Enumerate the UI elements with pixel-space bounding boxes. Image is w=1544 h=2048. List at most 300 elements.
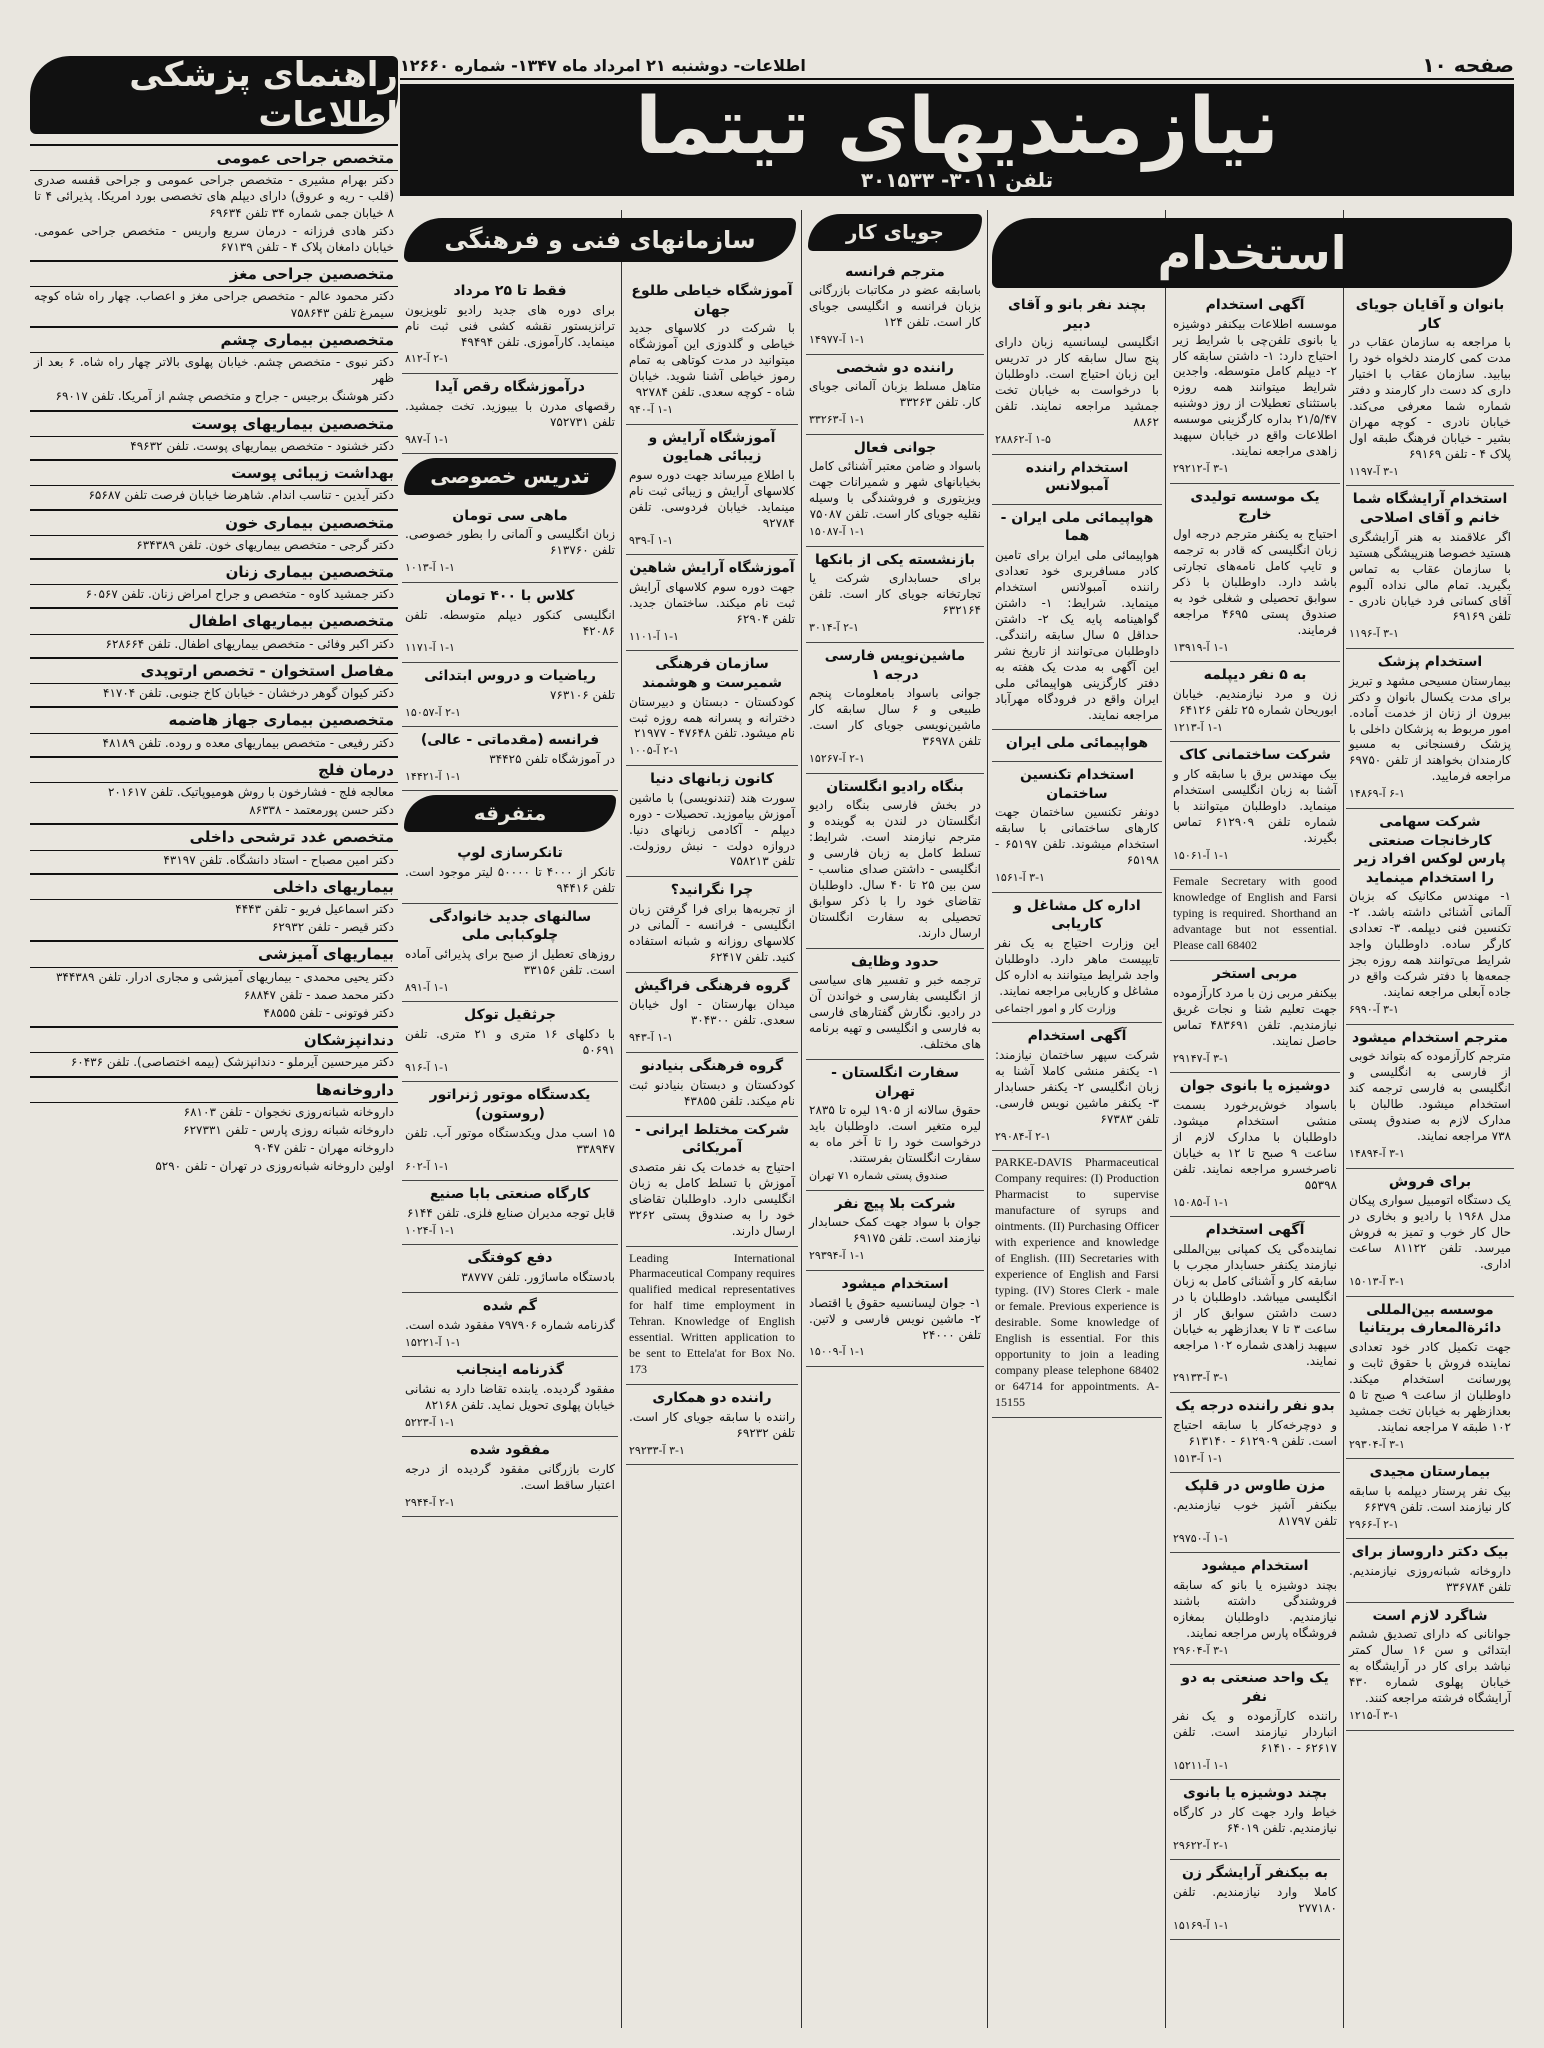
ad-title: کلاس با ۴۰۰ تومان [445, 587, 575, 604]
masthead [400, 84, 1514, 196]
ad-body: بیکنفر مربی زن با مرد کارآزموده جهت تعلیم شنا و نجات غریق نیازمندیم. تلفن ۴۸۳۶۹۱ تماس حاصل نمایند. [1173, 985, 1337, 1048]
ad-code: ۱-۱ آ-۱۳۹۱۹ [1173, 640, 1229, 654]
ad-code: ۲-۱ آ-۱۵۰۵۷ [405, 705, 461, 719]
ad-body: تانکر از ۴۰۰۰ تا ۵۰۰۰۰ لیتر موجود است. تلفن ۹۴۴۱۶ [405, 864, 616, 895]
ad-code: ۳-۱ آ-۲۹۱۳۳ [1173, 1371, 1229, 1385]
ad-code: ۱-۱ آ-۱۰۱۳ [405, 561, 455, 575]
ad-code: ۳-۱ آ-۲۹۱۴۷ [1173, 1051, 1229, 1065]
ad-body: میدان بهارستان - اول خیابان سعدی. تلفن ۳۰۴۳۰۰ [629, 997, 795, 1028]
classified-ad [1170, 1665, 1340, 1780]
ad-body: بیمارستان مسیحی مشهد و تبریز برای مدت یکسال بانوان و دکتر بیرون از زنان از خدمت آماده. امور مربوط به پزشکان داخلی با پزشک رفسنجانی به مسیو کارمندان بخواهند از تلفن ۶۹۷۵۰ مراجعه فرمایید. [1349, 673, 1511, 784]
masthead-title: نیازمندیهای تیتما [635, 82, 1279, 172]
ad-body: کودکستان - دبستان و دبیرستان دخترانه و پسرانه همه روزه ثبت نام میشود. تلفن ۴۷۶۴۸ - ۲۱۹۷۷ [629, 694, 795, 741]
ad-title: هواپیمائی ملی ایران [1005, 735, 1149, 752]
ad-title: مزن طاوس در قلپک [1184, 1478, 1326, 1495]
ad-body: بیک مهندس برق با سابقه کار و آشنا به زبان انگلیسی استخدام مینماید. داوطلبان میتوانند با شماره تلفن ۶۱۲۹۰۹ تماس بگیرند. [1173, 767, 1337, 845]
classified-ad [402, 1082, 618, 1181]
ad-code: ۱-۱ آ-۱۵۰۸۵ [1173, 1195, 1229, 1209]
classified-ad [626, 278, 798, 425]
ad-code: ۱-۱ آ-۲۹۳۹۴ [809, 1249, 865, 1263]
ad-title: تانکرسازی لوپ [457, 845, 563, 862]
ad-body: بیک نفر پرستار دیپلمه با سابقه کار نیازمند است. تلفن ۶۶۳۷۹ [1349, 1483, 1511, 1514]
medical-listing: دکتر کیوان گوهر درخشان - خیابان کاخ جنوبی. تلفن ۴۱۷۰۴ [103, 686, 394, 701]
ad-code: ۱-۱ آ-۱۲۱۳ [1173, 720, 1223, 734]
classified-ad [1346, 292, 1514, 486]
ad-title: شرکت بلا پیچ نفر [834, 1195, 956, 1212]
ad-title: راننده دو شخصی [836, 359, 954, 376]
ad-title: شرکت سهامی کارخانجات صنعتی پارس لوکس افراد زیر را استخدام مینماید [1354, 813, 1506, 886]
medical-category: متخصصین بیماری خون [30, 509, 398, 536]
classified-ad [402, 374, 618, 454]
ad-title: آموزشگاه خیاطی طلوع جهان [631, 283, 793, 318]
ad-code: ۱-۱ آ-۶۰۲ [405, 1159, 450, 1173]
medical-category: داروخانه‌ها [30, 1076, 398, 1103]
medical-listing: داروخانه شبانه‌روزی نخجوان - تلفن ۶۸۱۰۳ [183, 1104, 394, 1119]
ad-code: ۲-۱ آ-۲۹۰۸۴ [995, 1129, 1051, 1143]
cultural-heading: سازمانهای فنی و فرهنگی [404, 218, 796, 262]
medical-category: متخصصین بیماری چشم [30, 326, 398, 353]
ad-body: جوانی باسواد بامعلومات پنجم طبیعی و ۶ سال سابقه کار ماشین‌نویسی جویای کار است. تلفن ۳۶۹۷۸ [809, 686, 981, 749]
ad-code: ۳-۱ آ-۲۹۲۱۲ [1173, 462, 1229, 476]
ad-body: گذرنامه شماره ۷۹۷۹۰۶ مفقود شده است. [405, 1317, 615, 1332]
ad-body: دونفر تکنسین ساختمان جهت کارهای ساختمانی با سابقه استخدام میشوند. تلفن ۶۵۱۹۷ - ۶۵۱۹۸ [995, 805, 1159, 868]
job-seekers-column [806, 210, 984, 2028]
classified-ad [1170, 870, 1340, 961]
employment-column-2 [1170, 292, 1340, 2028]
classified-ad [806, 547, 984, 643]
ad-body: سورت هند (تندنویسی) با ماشین آموزش بیاموزید. تحصیلات - دوره دیپلم - آکادمی زبانهای دنیا. دروازه دولت - نبش روزولت. تلفن ۷۵۸۲۱۳ [629, 790, 795, 869]
ad-code: ۱-۱ آ-۹۴۰ [629, 402, 674, 416]
ad-code: ۱-۱ آ-۱۵۰۸۷ [809, 525, 865, 539]
classified-ad [1170, 1073, 1340, 1217]
ad-code: ۳-۱ آ-۲۹۲۳۳ [629, 1443, 685, 1457]
ad-code: ۱-۱ آ-۵۲۲۳ [405, 1415, 455, 1429]
issue-info: اطلاعات- دوشنبه ۲۱ امرداد ماه ۱۳۴۷- شماره ۱۲۶۶۰ [400, 55, 806, 75]
ad-body: انگلیسی لیسانسیه زبان دارای پنج سال سابقه کار در تدریس این زبان احتیاج است. داوطلبان با درخواست به خیابان تخت جمشید مراجعه نمایند. تلفن ۸۸۶۲ [995, 335, 1159, 429]
classified-ad [806, 355, 984, 435]
classified-ad [402, 583, 618, 663]
ad-title: کارگاه صنعتی بابا صنیع [429, 1186, 591, 1203]
ad-title: استخدام راننده آمبولانس [1025, 459, 1129, 495]
medical-category: دندانپزشکان [30, 1026, 398, 1053]
ad-title: حدود وظایف [850, 953, 939, 970]
medical-listing: دکتر یحیی محمدی - بیماریهای آمیزشی و مجاری ادرار. تلفن ۳۴۴۳۸۹ [55, 969, 394, 984]
ad-title: هواپیمائی ملی ایران - هما [1000, 509, 1154, 545]
medical-category: بیماریهای آمیزشی [30, 940, 398, 967]
column-rule [1165, 210, 1166, 2028]
ad-title: بچند دوشیزه یا بانوی [1182, 1785, 1327, 1802]
ad-body: روزهای تعطیل از صبح برای پذیرائی آماده است. تلفن ۳۳۱۵۶ [405, 946, 615, 977]
section-heading: جویای کار [808, 214, 982, 251]
ad-title: استخدام میشود [1201, 1558, 1309, 1575]
classified-ad [992, 1023, 1162, 1151]
classified-ad [626, 973, 798, 1053]
classified-ad [1170, 1217, 1340, 1393]
ad-body: با دکلهای ۱۶ متری و ۲۱ متری. تلفن ۵۰۶۹۱ [405, 1026, 615, 1057]
classified-ad [992, 762, 1162, 893]
ad-title: استخدام آرایشگاه شما خانم و آقای اصلاحی [1352, 491, 1508, 527]
medical-listing: دکتر نبوی - متخصص چشم. خیابان پهلوی بالاتر چهار راه شاه. ۶ بعد از ظهر [34, 355, 394, 386]
ad-title: مربی استخر [1212, 966, 1298, 983]
page-number: صفحه ۱۰ [1422, 53, 1514, 77]
medical-listing: دکتر اسماعیل فریو - تلفن ۴۴۴۳ [235, 902, 394, 916]
ad-title: موسسه بین‌المللی دائرة‌المعارف بریتانیا [1358, 1301, 1502, 1337]
ad-code: ۲-۱ آ-۱۵۲۶۷ [809, 752, 865, 765]
ad-title: بیک دکتر داروساز برای [1351, 1544, 1509, 1561]
classified-ad [1346, 1025, 1514, 1169]
ad-title: گم شده [482, 1297, 538, 1314]
classified-ad [402, 1002, 618, 1082]
medical-category: متخصصین بیماریهای پوست [30, 410, 398, 437]
ad-body: راننده کارآزموده و یک نفر انباردار نیازمند است. تلفن ۶۲۶۱۷ - ۶۱۴۱۰ [1173, 1708, 1337, 1755]
medical-category: بهداشت زیبائی پوست [30, 459, 398, 486]
ad-body: در بخش فارسی بنگاه رادیو انگلستان در لندن به گوینده و مترجم نیازمند است. شرایط: تسلط کامل به زبان فارسی و انگلیسی - داشتن صدای مناسب - سن بین ۲۵ تا ۴۰ سال. داوطلبان تقاضای خود را با ذکر سوابق تحصیلی به سفارت انگلستان ارسال دارند. [809, 798, 981, 940]
ad-title: جرثقیل توکل [464, 1007, 556, 1024]
ad-title: درآموزشگاه رقص آیدا [435, 379, 585, 396]
ad-title: فقط تا ۲۵ مرداد [453, 283, 567, 299]
ad-body: کاملا وارد نیازمندیم. تلفن ۲۷۷۱۸۰ [1173, 1884, 1337, 1915]
ad-title: شاگرد لازم است [1372, 1607, 1488, 1624]
ad-code: ۳-۱ آ-۱۵۶۱ [995, 871, 1045, 885]
classified-ad [806, 259, 984, 355]
section-heading: تدریس خصوصی [404, 458, 616, 495]
ad-body: با اطلاع میرساند جهت دوره سوم کلاسهای آرایش و زیبائی ثبت نام مینماید. خیابان فردوسی. تلفن ۹۲۷۸۴ [629, 467, 795, 530]
ad-body: تلفن ۷۶۳۱۰۶ [549, 687, 615, 702]
classified-ad [626, 1247, 798, 1386]
medical-listing: دکتر اکبر وفائی - متخصص بیماریهای اطفال. تلفن ۶۲۸۶۶۴ [105, 636, 394, 651]
ad-code: ۲-۱ آ-۲۹۶۶ [1349, 1517, 1399, 1531]
ad-body: باسواد و ضامن معتبر آشنائی کامل بخیابانهای شهر و شمیرانات جهت ویزیتوری و فروشندگی با وسیله نقلیه جویای کار است. تلفن ۷۵۰۸۷ [809, 459, 981, 522]
column-rule [1343, 210, 1344, 2028]
medical-listing: دکتر آیدین - تناسب اندام. شاهرضا خیابان فرصت تلفن ۶۵۶۸۷ [88, 488, 394, 503]
ad-code: ۳-۱ آ-۱۱۹۷ [1349, 464, 1399, 478]
classified-ad [402, 1357, 618, 1437]
classified-ad [1170, 742, 1340, 870]
ad-title: به ۵ نفر دیپلمه [1203, 667, 1307, 684]
ad-body: ۱- مهندس مکانیک که بزبان آلمانی آشنائی داشته باشد. ۲- تکنسین فنی دیپلمه. ۳- تعدادی کارگر ساده. داوطلبان واجد شرایط می‌توانند همه روزه بجز جمعه‌ها با دفتر شرکت واقع در جاده آبعلی مراجعه نمایند. [1349, 889, 1511, 1000]
classified-ad [1346, 649, 1514, 809]
classified-ad [992, 893, 1162, 1024]
ad-code: ۱-۱ آ-۱۴۴۲۱ [405, 769, 461, 783]
ad-body: ترجمه خبر و تفسیر های سیاسی از انگلیسی بفارسی و خواندن آن در رادیو. نگارش گفتارهای فارسی به فارسی و انگلیسی و تهیه برنامه های مختلف. [809, 973, 981, 1052]
classified-ad [1346, 1169, 1514, 1297]
medical-category: متخصص غدد ترشحی داخلی [30, 823, 398, 850]
ad-title: فرانسه (مقدماتی - عالی) [420, 732, 600, 749]
ad-body: از تجربه‌ها برای فرا گرفتن زبان انگلیسی - فرانسه - آلمانی در کلاسهای روزانه و شبانه استفاده کنید. تلفن ۶۲۴۱۷ [629, 902, 795, 964]
ad-title: به بیکنفر آرایشگر زن [1181, 1865, 1328, 1882]
medical-listing: معالجه فلج - فشارخون با روش هومیوپاتیک. تلفن ۲۰۱۶۱۷ [107, 784, 394, 799]
ad-body-english: Female Secretary with good knowledge of English and Farsi typing is required. Shorthand an advantage but not essential. Please call 68402 [1173, 874, 1337, 953]
ad-body: احتیاج به یکنفر مترجم درجه اول زبان انگلیسی که قادر به ترجمه و تایپ کامل نامه‌های تجارتی باشد دارد. داوطلبان با ذکر سوابق تحصیلی و شغلی خود به صندوق پستی ۴۶۹۵ مراجعه فرمایند. [1173, 527, 1337, 637]
ad-code: ۱-۱ آ-۱۵۰۶۱ [1173, 848, 1229, 862]
medical-guide [30, 140, 398, 2028]
ad-title: راننده دو همکاری [652, 1390, 772, 1407]
ad-title: دوشیزه یا بانوی جوان [1179, 1078, 1331, 1095]
ad-body: نماینده‌گی یک کمپانی بین‌المللی نیازمند یکنفر حسابدار مجرب با سابقه کار و آشنائی کامل به زبان انگلیسی میباشد. داوطلبان با در دست داشتن سوابق کار از ساعت ۳ تا ۷ بعدازظهر به خیابان سپهبد زاهدی شماره ۱۰۲ مراجعه نمایند. [1173, 1241, 1338, 1368]
ad-title: استخدام میشود [841, 1275, 949, 1292]
classified-ad [626, 877, 798, 972]
classified-ad [1346, 809, 1514, 1025]
ad-title: شرکت مختلط ایرانی - آمریکائی [634, 1121, 790, 1157]
ad-code: ۱-۱ آ-۱۴۹۷۷ [809, 333, 865, 347]
medical-category: متخصص جراحی عمومی [30, 144, 398, 171]
ad-code: ۱-۱ آ-۹۳۹ [629, 533, 674, 547]
classified-ad [402, 1293, 618, 1357]
medical-category: متخصصین بیماری زنان [30, 558, 398, 585]
classified-ad [626, 1117, 798, 1247]
classified-ad [992, 730, 1162, 762]
medical-category: متخصصین جراحی مغز [30, 260, 398, 287]
column-rule [987, 210, 988, 2028]
ad-title: یکدستگاه موتور ژنراتور (روستون) [429, 1087, 591, 1123]
medical-listing: دکتر جمشید کاوه - متخصص و جراح امراض زنان. تلفن ۶۰۵۶۷ [85, 587, 394, 602]
medical-listing: دکتر محمود عالم - متخصص جراحی مغز و اعصاب. چهار راه شاه کوچه سیمرغ تلفن ۷۵۸۶۴۳ [34, 289, 394, 320]
ad-title: بانوان و آقایان جویای کار [1355, 297, 1505, 332]
medical-listing: داروخانه شبانه روزی پارس - تلفن ۶۲۷۳۳۱ [183, 1123, 394, 1138]
ad-code: ۱-۱ آ-۳۳۲۶۳ [809, 413, 865, 427]
ad-title: ماشین‌نویس فارسی درجه ۱ [824, 647, 966, 683]
ad-title: سالنهای جدید خانوادگی چلوکبابی ملی [428, 908, 592, 944]
ad-title: یک موسسه تولیدی خارج [1190, 488, 1320, 524]
ad-body: با شرکت در کلاسهای جدید خیاطی و گلدوزی این آموزشگاه میتوانید در مدت کوتاهی به تمام رموز خیاطی آشنا شوید. خیابان شاه - کوچه سعدی. تلفن ۹۲۷۸۴ [629, 321, 795, 400]
classified-ad [1170, 292, 1340, 484]
ad-title: مترجم فرانسه [845, 263, 945, 280]
ad-body: متاهل مسلط بزبان آلمانی جویای کار. تلفن ۳۳۲۶۳ [809, 379, 981, 410]
ad-title: آموزشگاه آرایش شاهین [629, 560, 795, 577]
ad-title: بیمارستان مجیدی [1369, 1464, 1491, 1481]
ad-body-english: Leading International Pharmaceutical Company requires qualified medical representatives for half time employment in Tehran. Knowledge of English essential. Written application to be sent to Ettela'at for Box No. 173 [629, 1250, 795, 1377]
cultural-column-2 [402, 278, 618, 2028]
ad-title: بنگاه رادیو انگلستان [826, 778, 964, 795]
classified-ad [992, 292, 1162, 455]
medical-listing: دکتر هوشنگ برجیس - جراح و متخصص چشم از آمریکا. تلفن ۶۹۰۱۷ [55, 389, 394, 404]
medical-listing: اولین داروخانه شبانه‌روزی در تهران - تلفن ۵۲۹۰ [155, 1159, 394, 1174]
ad-title: گروه فرهنگی فراگیش [634, 977, 790, 994]
ad-code: ۳-۱ آ-۱۵۰۱۳ [1349, 1275, 1405, 1288]
ad-body: برای حسابداری شرکت یا تجارتخانه جویای کار است. تلفن ۶۳۲۱۶۴ [809, 571, 981, 618]
ad-body: اگر علاقمند به هنر آرایشگری هستید خصوصا هنرپیشگی هستید با سازمان عقاب به تماس بگیرید. تمام مالی نداده آلبوم آقای کسانی فرد خیابان نادری - تلفن ۶۹۱۶۹ [1349, 529, 1511, 624]
ad-title: بدو نفر راننده درجه یک [1175, 1398, 1335, 1415]
ad-body: ۱- جوان لیسانسیه حقوق یا اقتصاد ۲- ماشین نویس فارسی و لاتین. تلفن ۲۴۰۰۰ [809, 1295, 981, 1342]
ad-title: جوانی فعال [853, 439, 937, 456]
ad-title: بچند نفر بانو و آقای دبیر [1008, 297, 1146, 332]
ad-title: دفع کوفتگی [467, 1250, 553, 1267]
ad-body: و دوچرخه‌کار با سابقه احتیاج است. تلفن ۶۱۲۹۰۹ - ۶۱۳۱۴۰ [1173, 1417, 1337, 1448]
medical-listing: دکتر میرحسین آیرملو - دندانپزشک (بیمه اختصاصی). تلفن ۶۰۴۳۶ [70, 1055, 394, 1070]
classified-ad [806, 1060, 984, 1191]
ad-body: مفقود گردیده. یابنده تقاضا دارد به نشانی خیابان پهلوی تحویل نماید. تلفن ۸۲۱۶۸ [405, 1381, 615, 1412]
classified-ad [806, 1271, 984, 1367]
classified-ad [1170, 1860, 1340, 1940]
ad-body: جوانانی که دارای تصدیق ششم ابتدائی و سن ۱۶ سال کمتر نباشد برای کار در آرایشگاه به خیابان پهلوی شماره ۴۳۰ آرایشگاه فرشته مراجعه کنند. [1349, 1627, 1512, 1706]
classified-ad [1170, 1553, 1340, 1665]
classified-ad [626, 555, 798, 651]
ad-code: ۳-۱ آ-۱۴۸۹۴ [1349, 1147, 1405, 1160]
classified-ad [1346, 486, 1514, 649]
ad-title: بازنشسته یکی از بانکها [815, 551, 975, 568]
ad-body: این وزارت احتیاج به یک نفر تایپیست ماهر دارد. داوطلبان واجد شرایط میتوانند به اداره کل مشاغل و کاریابی مراجعه نمایند. [995, 935, 1159, 998]
classified-ad [1346, 1539, 1514, 1603]
ad-body: راننده با سابقه جویای کار است. تلفن ۶۹۲۳۲ [629, 1409, 795, 1440]
employment-column-1 [1346, 292, 1514, 2028]
classified-ad [992, 455, 1162, 505]
classified-ad [626, 1053, 798, 1117]
column-rule [621, 210, 622, 2028]
ad-body: زن و مرد نیازمندیم. خیابان ابوریحان شماره ۲۵ تلفن ۶۴۱۲۶ [1173, 686, 1337, 717]
medical-listing: دکتر امین مصباح - استاد دانشگاه. تلفن ۴۳۱۹۷ [163, 852, 394, 867]
ad-code: ۲-۱ آ-۸۱۲ [405, 352, 450, 366]
cultural-column-1 [626, 278, 798, 2028]
ad-title: سازمان فرهنگی شمیرست و هوشمند [641, 656, 783, 691]
ad-body: ۱۵ اسب مدل ویکدستگاه موتور آب. تلفن ۳۳۸۹۴۷ [405, 1125, 615, 1156]
classified-ad [1346, 1459, 1514, 1539]
ad-body: احتیاج به خدمات یک نفر متصدی آموزش با تسلط کامل به زبان انگلیسی دارد. داوطلبان تقاضای خود را به صندوق پستی ۳۲۶۲ ارسال دارند. [629, 1159, 795, 1238]
ad-body: کودکستان و دبستان بنیادنو ثبت نام میکند. تلفن ۴۳۸۵۵ [629, 1077, 795, 1108]
classified-ad [402, 727, 618, 791]
classified-ad [806, 1191, 984, 1271]
classified-ad [626, 766, 798, 877]
ad-code: ۱-۱ آ-۹۴۳ [629, 1031, 674, 1045]
ad-title: اداره کل مشاغل و کاریابی [1013, 897, 1141, 933]
ad-code: ۳-۱ آ-۱۲۱۵ [1349, 1709, 1399, 1723]
ad-title: شرکت ساختمانی کاک [1179, 747, 1331, 764]
classified-ad [806, 949, 984, 1060]
classified-ad [1346, 1297, 1514, 1460]
ad-title: ماهی سی تومان [452, 507, 568, 524]
ad-code: ۱-۱ آ-۹۱۶ [405, 1060, 450, 1074]
ad-code: ۱-۱ آ-۹۸۷ [405, 432, 450, 446]
medical-listing: دکتر محمد صمد - تلفن ۶۸۸۴۷ [243, 987, 394, 1002]
ad-code: ۳-۱ آ-۱۱۹۶ [1349, 627, 1399, 641]
classified-ad [806, 643, 984, 774]
ad-body: کارت بازرگانی مفقود گردیده از درجه اعتبار ساقط است. [405, 1461, 615, 1492]
ad-title: مفقود شده [470, 1442, 550, 1459]
page-header [400, 52, 1514, 80]
ad-title: گروه فرهنگی بنیادنو [640, 1058, 784, 1074]
ad-body: با مراجعه به سازمان عقاب در مدت کمی کارمند دلخواه خود را بیابید. سازمان عقاب با اختیار داری کد دست دار کارمند و دفتر شماره شما معرفی می‌کند. خیابان نادری - کوچه مهران بشیر - خیابان فرهنگ طبقه اول پلاک ۴ - تلفن ۶۹۱۶۹ [1349, 335, 1511, 461]
medical-category: مفاصل استخوان - تخصص ارتوپدی [30, 657, 398, 684]
ad-code: ۱-۵ آ-۲۸۸۶۲ [995, 432, 1051, 446]
ad-title: ریاضیات و دروس ابتدائی [424, 668, 596, 685]
medical-guide-heading: راهنمای پزشکی اطلاعات [30, 56, 398, 134]
ad-title: گذرنامه اینجانب [455, 1362, 565, 1379]
ad-title: آگهی استخدام [1205, 297, 1305, 313]
ad-code: ۱-۱ آ-۱۵۲۱۱ [1173, 1758, 1229, 1772]
ad-body: مترجم کارآزموده که بتواند خوبی از فارسی به انگلیسی و انگلیسی به فارسی ترجمه کند استخدام میشود. طالبان با مدارک لازم به صندوق پستی ۷۳۸ مراجعه نمایند. [1349, 1049, 1511, 1144]
classified-ad [806, 774, 984, 949]
ad-code: ۱-۱ آ-۱۵۲۲۱ [405, 1335, 461, 1349]
ad-body: برای دوره های جدید رادیو تلویزیون ترانزیستور نقشه کشی فنی ثبت نام مینماید. کارآموزی. تلفن ۴۹۴۹۴ [405, 302, 615, 349]
ad-code: ۱-۱ آ-۱۱۷۱ [405, 641, 455, 655]
classified-ad [402, 278, 618, 374]
medical-listing: داروخانه مهران - تلفن ۹۰۴۷ [254, 1141, 394, 1156]
classified-ad [992, 505, 1162, 731]
ad-title: آموزشگاه آرایش و زیبائی همایون [648, 429, 776, 465]
classified-ad [1170, 1473, 1340, 1553]
ad-code: ۲-۱ آ-۱۰۰۵ [629, 744, 679, 758]
classified-ad [1170, 1393, 1340, 1473]
ad-code: ۱-۱ آ-۱۵۱۶۹ [1173, 1918, 1229, 1932]
ad-code: ۱-۱ آ-۱۰۲۴ [405, 1223, 455, 1237]
classified-ad [402, 503, 618, 583]
ad-title: آگهی استخدام [1027, 1028, 1127, 1045]
ad-body: داروخانه شبانه‌روزی نیازمندیم. تلفن ۳۳۶۷۸۴ [1349, 1563, 1511, 1594]
ad-body-english: PARKE-DAVIS Pharmaceutical Company requires: (I) Production Pharmacist to supervise manufacture of syrups and ointments. (II) Purchasing Officer with experience and knowledge of English. (III) Secretaries with experience of English and Farsi typing. (IV) Stores Clerk - male or female. Previous experience is desirable. Some knowledge of English is essential. For this opportunity to join a leading company please telephone 68402 or 64714 for appointments. A-15155 [995, 1155, 1159, 1409]
ad-code: صندوق پستی شماره ۷۱ تهران [809, 1169, 948, 1183]
ad-code: ۱-۱ آ-۲۹۷۵۰ [1173, 1531, 1229, 1545]
classified-ad [402, 663, 618, 727]
ad-title: کانون زبانهای دنیا [650, 771, 774, 788]
ad-title: یک واحد صنعتی به دو نفر [1181, 1670, 1329, 1706]
classified-ad [1170, 1780, 1340, 1860]
medical-listing: دکتر قیصر - تلفن ۶۲۹۳۲ [271, 920, 394, 935]
classified-ad [626, 425, 798, 556]
classified-ad [806, 435, 984, 547]
ad-body: هواپیمائی ملی ایران برای تامین کادر مسافربری خود تعدادی راننده آمبولانس استخدام مینماید. شرایط: ۱- داشتن گواهینامه پایه یک ۲- داشتن حداقل ۵ سال سابقه رانندگی. داوطلبان می‌توانند از تاریخ نشر این آگهی به مدت یک هفته به دفتر کارگزینی هواپیمائی ملی ایران واقع در فرودگاه مهرآباد مراجعه نمایند. [995, 548, 1159, 722]
ad-code: ۳-۱ آ-۲۹۶۰۴ [1173, 1643, 1229, 1657]
ad-body: باسابقه عضو در مکاتبات بازرگانی بزبان فرانسه و انگلیسی جویای کار است. تلفن ۱۲۴ [809, 283, 981, 330]
ad-code: ۱-۱ آ-۱۵۱۳ [1173, 1451, 1223, 1465]
ad-title: استخدام تکنسین ساختمان [1019, 767, 1135, 802]
medical-category: متخصصین بیماری جهاز هاضمه [30, 706, 398, 733]
ad-body: انگلیسی کنکور دیپلم متوسطه. تلفن ۴۲۰۸۶ [405, 607, 615, 638]
medical-listing: دکتر فوتونی - تلفن ۴۸۵۵۵ [263, 1006, 394, 1020]
medical-listing: دکتر بهرام مشیری - متخصص جراحی عمومی و جراحی قفسه صدری (قلب - ریه و عروق) دارای دیپلم های تخصصی بورد امریکا. پذیرائی ۴ تا ۸ خیابان جمی شماره ۳۴ تلفن ۶۹۶۳۴ [34, 173, 394, 220]
classified-ad [402, 840, 618, 904]
medical-listing: دکتر هادی فرزانه - درمان سریع واریس - متخصص جراحی عمومی. خیابان دامغان پلاک ۴ - تلفن ۶۷۱۳۹ [34, 223, 394, 254]
ad-title: استخدام پزشک [1377, 654, 1483, 671]
classified-ad [402, 1245, 618, 1293]
ad-body: جوان با سواد جهت کمک حسابدار نیازمند است. تلفن ۶۹۱۷۵ [809, 1215, 981, 1246]
medical-listing: دکتر گرجی - متخصص بیماریهای خون. تلفن ۶۳۴۳۸۹ [136, 537, 394, 552]
ad-code: ۶-۱ آ-۱۴۸۶۹ [1349, 787, 1405, 801]
ad-code: ۳-۱ آ-۲۹۳۰۴ [1349, 1437, 1405, 1451]
ad-title: برای فروش [1388, 1173, 1472, 1190]
classified-ad [626, 1385, 798, 1465]
medical-category: متخصصین بیماریهای اطفال [30, 607, 398, 634]
ad-body: حقوق سالانه از ۱۹۰۵ لیره تا ۲۸۳۵ لیره متغیر است. داوطلبان باید درخواست خود را تا آخر ماه به سفارت انگلستان بفرستند. [809, 1103, 982, 1166]
employment-column-3 [992, 292, 1162, 2028]
ad-code: ۱-۱ آ-۱۵۰۰۹ [809, 1345, 865, 1359]
ad-body: در آموزشگاه تلفن ۳۴۴۲۵ [489, 751, 615, 766]
employment-heading: استخدام [992, 218, 1512, 288]
classified-ad [1170, 662, 1340, 742]
ad-body: موسسه اطلاعات بیکنفر دوشیزه یا بانوی تلفن‌چی با شرایط زیر احتیاج دارد: ۱- داشتن سابقه کار ۲- دیپلم کامل متوسطه. واجدین شرایط میتوانند همه روزه باستثنای تعطیلات از روز دوشنبه ۲۱/۵/۴۷ بداره کارگزینی موسسه اطلاعات واقع در خیابان سپهبد زاهدی مراجعه نمایند. [1173, 316, 1338, 459]
ad-body: بیکنفر آشپز خوب نیازمندیم. تلفن ۸۱۷۹۷ [1173, 1497, 1337, 1528]
classified-ad [402, 904, 618, 1003]
medical-listing: دکتر حسن پورمعتمد - ۸۶۳۳۸ [249, 803, 394, 818]
medical-listing: دکتر خشنود - متخصص بیماریهای پوست. تلفن ۴۹۶۳۲ [130, 438, 394, 453]
ad-body: خیاط وارد جهت کار در کارگاه نیازمندیم. تلفن ۶۴۰۱۹ [1173, 1804, 1337, 1835]
masthead-phone: تلفن ۳۰۱۱- ۳۰۱۵۳۳ [860, 168, 1054, 192]
ad-title: مترجم استخدام میشود [1351, 1029, 1509, 1046]
ad-code: ۱-۱ آ-۱۱۰۱ [629, 629, 679, 643]
ad-code: ۲-۱ آ-۳۰۱۴ [809, 621, 859, 635]
ad-code: ۲-۱ آ-۲۹۴۴ [405, 1495, 455, 1509]
medical-category: بیماریهای داخلی [30, 873, 398, 900]
ad-body: جهت تکمیل کادر خود تعدادی نماینده فروش با حقوق ثابت و پورسانت استخدام میکند. داوطلبان از ساعت ۹ صبح تا ۵ بعدازظهر به خیابان تخت جمشید ۱۰۲ طبقه ۷ مراجعه نمایند. [1349, 1339, 1511, 1434]
medical-category: درمان فلج [30, 756, 398, 783]
ad-code: وزارت کار و امور اجتماعی [995, 1001, 1117, 1015]
ad-code: ۲-۱ آ-۲۹۶۲۲ [1173, 1838, 1229, 1852]
ad-body: شرکت سپهر ساختمان نیازمند: ۱- یکنفر منشی کاملا آشنا به زبان انگلیسی ۲- یکنفر حسابدار ۳- یکنفر ماشین نویس فارسی. تلفن ۶۷۳۸۳ [995, 1048, 1159, 1126]
ad-body: زبان انگلیسی و آلمانی را بطور خصوصی. تلفن ۶۱۳۷۶۰ [405, 527, 615, 558]
ad-title: سفارت انگلستان - تهران [831, 1065, 959, 1100]
ad-body: جهت دوره سوم کلاسهای آرایش ثبت نام میکند. ساختمان جدید. تلفن ۶۲۹۰۴ [629, 579, 795, 626]
ad-title: چرا نگرانید؟ [670, 882, 754, 899]
classified-ad [1346, 1603, 1514, 1731]
medical-listing: دکتر رفیعی - متخصص بیماریهای معده و روده. تلفن ۴۸۱۸۹ [102, 735, 394, 750]
